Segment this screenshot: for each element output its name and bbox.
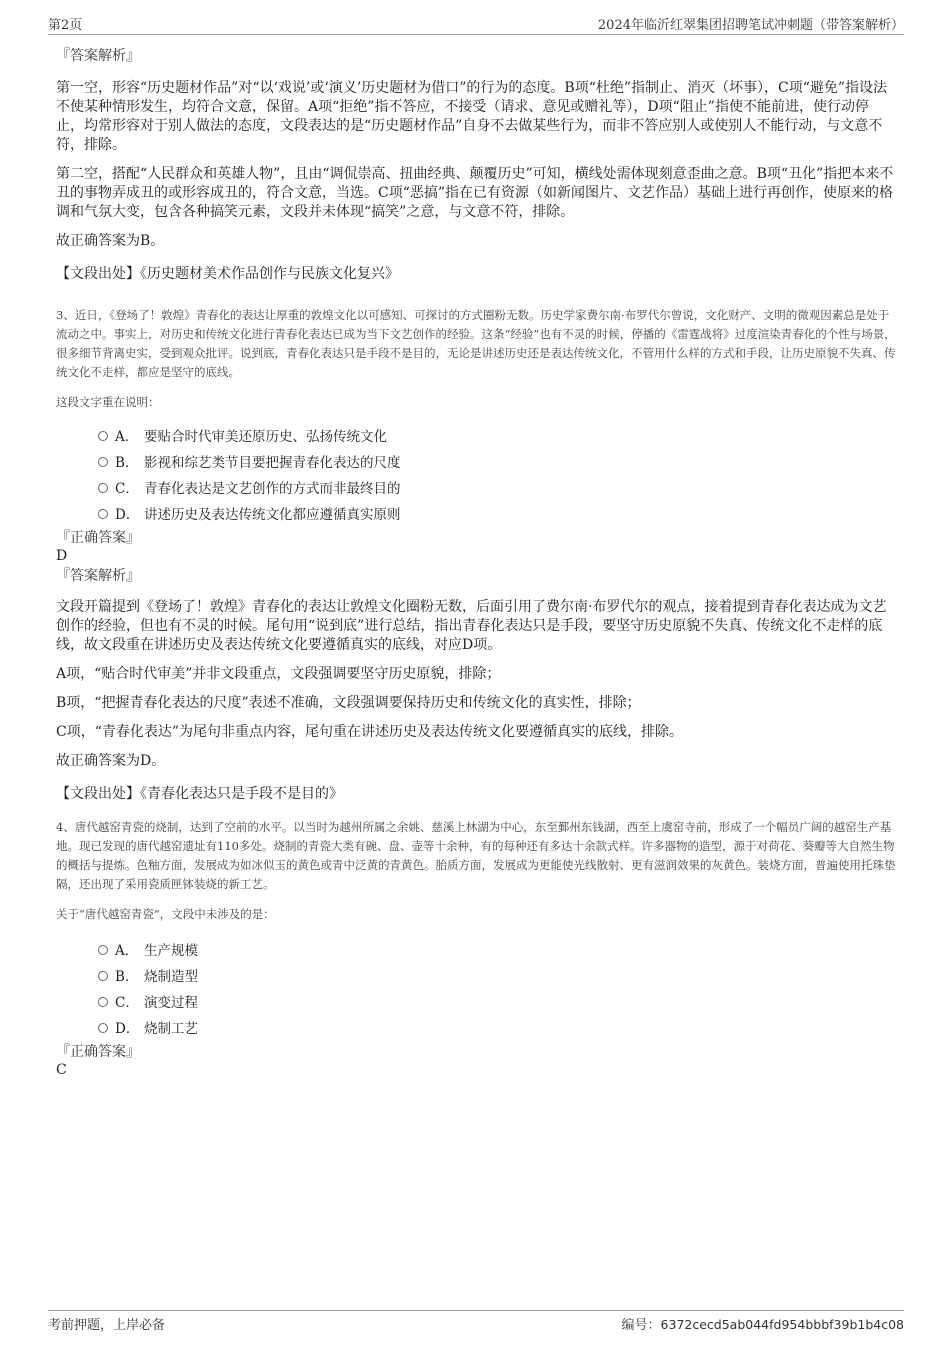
option-b[interactable]: B． 烧制造型	[56, 962, 896, 988]
option-c[interactable]: C． 演变过程	[56, 988, 896, 1014]
analysis-paragraph: A项，“贴合时代审美”并非文段重点，文段强调要坚守历史原貌，排除；	[56, 666, 501, 682]
analysis-label: 『答案解析』	[56, 48, 140, 64]
correct-answer-label: 『正确答案』	[56, 1044, 140, 1060]
answer-conclusion: 故正确答案为B。	[56, 233, 165, 249]
radio-icon[interactable]	[98, 483, 108, 493]
document-body	[56, 46, 896, 1078]
radio-icon[interactable]	[98, 945, 108, 955]
question-stem: 4、唐代越窑青瓷的烧制，达到了空前的水平。以当时为越州所属之余姚、慈溪上林湖为中心，东至鄞州东钱湖，西至上虞窑寺前，形成了一个幅员广阔的越窑生产基地。现已发现的唐代越窑遗址有110多处。烧制的青瓷大类有碗、盘、壶等十余种，有的每种还有多达十余款式样。许多器物的造型，源于对荷花、葵瓣等大自然生物的概括与提炼。色釉方面，发展成为如冰似玉的黄色或青中泛黄的青黄色。胎质方面，发展成为更能使光线散射、更有滋润效果的灰黄色。装烧方面，普遍使用托珠垫隔，还出现了采用瓷质匣钵装烧的新工艺。	[56, 820, 896, 891]
document-code: 编号：6372cecd5ab044fd954bbbf39b1b4c08	[621, 1317, 904, 1333]
option-c[interactable]: C． 青春化表达是文艺创作的方式而非最终目的	[56, 474, 896, 500]
radio-icon[interactable]	[98, 431, 108, 441]
option-a[interactable]: A． 生产规模	[56, 936, 896, 962]
analysis-paragraph: 第一空，形容“历史题材作品”对“以‘戏说’或‘演义’历史题材为借口”的行为的态度。B项“杜绝”指制止、消灭（坏事），C项“避免”指设法不使某种情形发生，均符合文意，保留。A项“拒绝”指不答应，不接受（请求、意见或赠礼等），D项“阻止”指使不能前进，使行动停止，均常形容对于别人做法的态度，文段表达的是“历史题材作品”自身不去做某些行为，而非不答应别人或使别人不能行动，与文意不符，排除。	[56, 80, 888, 153]
correct-answer-label: 『正确答案』	[56, 530, 140, 546]
analysis-label: 『答案解析』	[56, 568, 140, 584]
option-a[interactable]: A． 要贴合时代审美还原历史、弘扬传统文化	[56, 422, 896, 448]
radio-icon[interactable]	[98, 457, 108, 467]
analysis-paragraph: 文段开篇提到《登场了！敦煌》青春化的表达让敦煌文化圈粉无数，后面引用了费尔南·布罗代尔的观点，接着提到青春化表达成为文艺创作的经验，但也有不灵的时候。尾句用“说到底”进行总结，指出青春化表达只是手段，要坚守历史原貌不失真、传统文化不走样的底线，故文段重在讲述历史及表达传统文化要遵循真实的底线，对应D项。	[56, 599, 887, 653]
question-prompt: 这段文字重在说明：	[56, 395, 160, 409]
page-number: 第2页	[48, 18, 83, 33]
page-header	[48, 12, 904, 35]
question-stem: 3、近日，《登场了！敦煌》青春化的表达让厚重的敦煌文化以可感知、可探讨的方式圈粉无数。历史学家费尔南·布罗代尔曾说，文化财产、文明的微观因素总是处于流动之中。事实上，对历史和传统文化进行青春化表达已成为当下文艺创作的经验。这条“经验”也有不灵的时候，停播的《雷霆战将》过度渲染青春化的个性与场景，很多细节背离史实，受到观众批评。说到底，青春化表达只是手段不是目的，无论是讲述历史还是表达传统文化，不管用什么样的方式和手段，让历史原貌不失真、传统文化不走样，都应是坚守的底线。	[56, 308, 896, 379]
page-footer	[48, 1310, 904, 1331]
radio-icon[interactable]	[98, 1023, 108, 1033]
radio-icon[interactable]	[98, 509, 108, 519]
analysis-paragraph: C项，“青春化表达”为尾句非重点内容，尾句重在讲述历史及表达传统文化要遵循真实的底线，排除。	[56, 724, 684, 740]
radio-icon[interactable]	[98, 971, 108, 981]
footer-slogan: 考前押题，上岸必备	[48, 1318, 166, 1333]
analysis-paragraph: 第二空，搭配“人民群众和英雄人物”，且由“调侃崇高、扭曲经典、颠覆历史”可知，横线处需体现刻意歪曲之意。B项“丑化”指把本来不丑的事物弄成丑的或形容成丑的，符合文意，当选。C项“恶搞”指在已有资源（如新闻图片、文艺作品）基础上进行再创作，使原来的格调和气氛大变，包含各种搞笑元素，文段并未体现“搞笑”之意，与文意不符，排除。	[56, 166, 894, 220]
correct-answer: C	[56, 1062, 67, 1078]
option-d[interactable]: D． 讲述历史及表达传统文化都应遵循真实原则	[56, 500, 896, 526]
document-title: 2024年临沂红翠集团招聘笔试冲刺题（带答案解析）	[597, 18, 904, 33]
option-list	[56, 936, 896, 1040]
radio-icon[interactable]	[98, 997, 108, 1007]
source-citation: 【文段出处】《历史题材美术作品创作与民族文化复兴》	[56, 266, 399, 282]
source-citation: 【文段出处】《青春化表达只是手段不是目的》	[56, 786, 343, 802]
analysis-paragraph: B项，“把握青春化表达的尺度”表述不准确，文段强调要保持历史和传统文化的真实性，排除；	[56, 695, 641, 711]
option-d[interactable]: D． 烧制工艺	[56, 1014, 896, 1040]
answer-conclusion: 故正确答案为D。	[56, 753, 166, 769]
option-b[interactable]: B． 影视和综艺类节目要把握青春化表达的尺度	[56, 448, 896, 474]
question-prompt: 关于“唐代越窑青瓷”，文段中未涉及的是：	[56, 907, 275, 921]
correct-answer: D	[56, 548, 68, 564]
option-list	[56, 422, 896, 526]
